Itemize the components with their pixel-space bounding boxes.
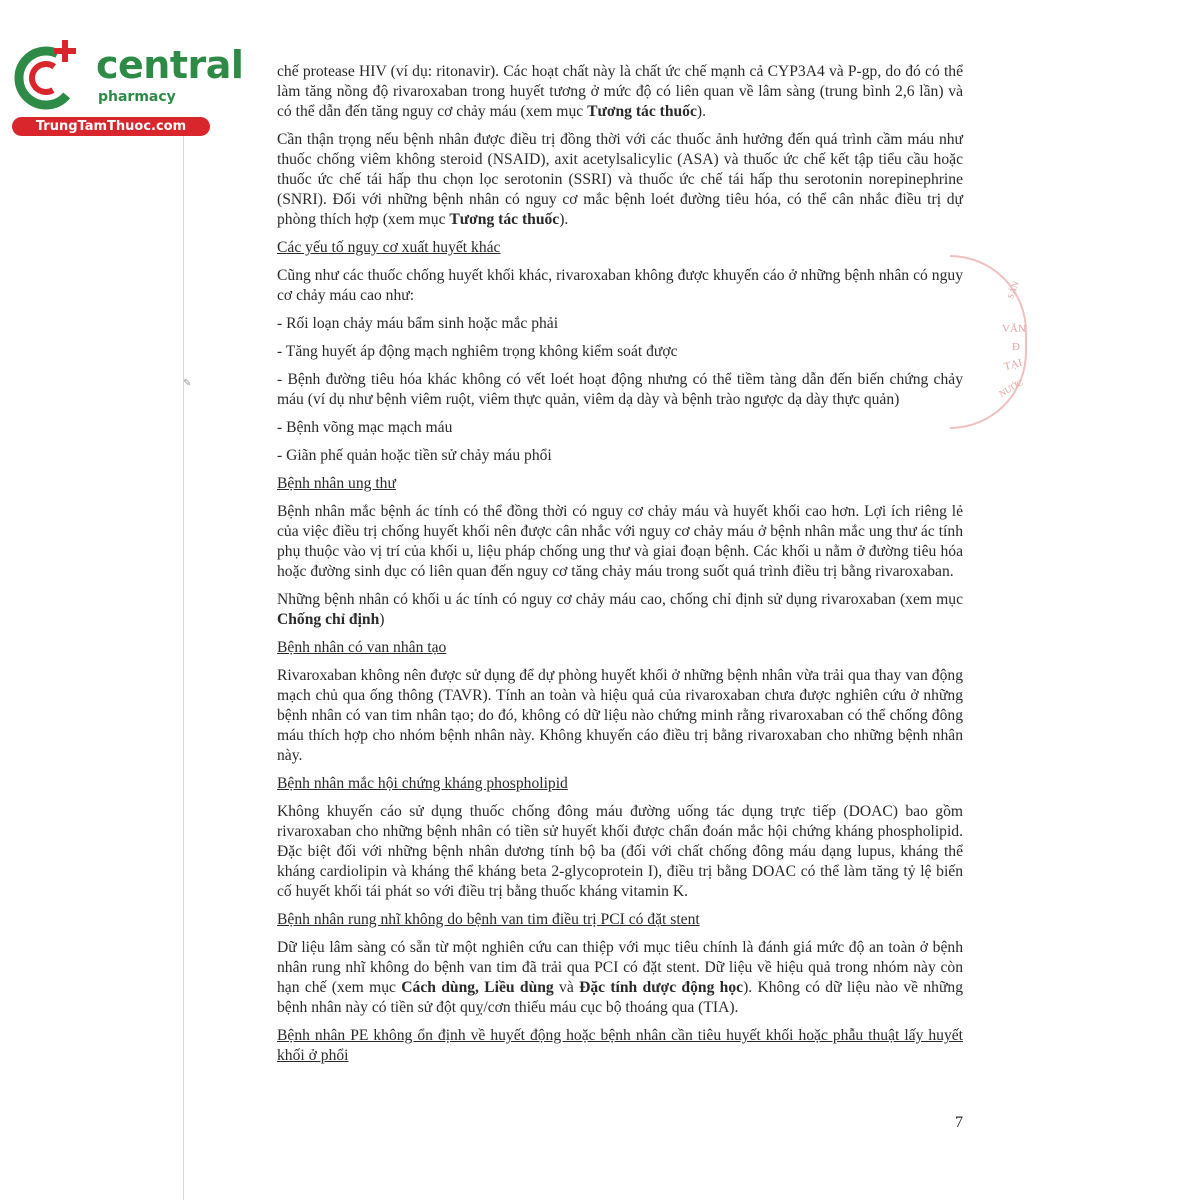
bold-reference: Cách dùng, Liều dùng: [401, 979, 554, 996]
body-paragraph: [277, 370, 963, 410]
body-paragraph: [277, 590, 963, 630]
body-paragraph: [277, 62, 963, 122]
text-run: - Tăng huyết áp động mạch nghiêm trọng không kiểm soát được: [277, 343, 678, 360]
text-run: Không khuyến cáo sử dụng thuốc chống đông máu đường uống tác dụng trực tiếp (DOAC) bao gồm rivaroxaban cho những bệnh nhân có tiền sử huyết khối được chẩn đoán mắc hội chứng kháng phospholipid. Đặc biệt đối với những bệnh nhân dương tính bộ ba (đối với chất chống đông máu dạng lupus, kháng thể kháng cardiolipin và kháng thể kháng beta 2-glycoprotein I), điều trị bằng DOAC có thể làm tăng tỷ lệ biến cố huyết khối tái phát so với điều trị bằng thuốc kháng vitamin K.: [277, 803, 963, 900]
text-run: - Bệnh võng mạc mạch máu: [277, 419, 453, 436]
text-run: ). Không có dữ liệu nào về những bệnh nhân này có tiền sử đột quỵ/cơn thiếu máu cục bộ thoáng qua (TIA).: [277, 979, 964, 1016]
page-number: 7: [955, 1114, 963, 1131]
body-paragraph: [277, 418, 963, 438]
section-heading: Bệnh nhân PE không ổn định về huyết động hoặc bệnh nhân cần tiêu huyết khối hoặc phẫu thuật lấy huyết khối ở phổi: [277, 1027, 963, 1064]
stamp-text: VĂN: [1002, 323, 1026, 335]
text-run: Cần thận trọng nếu bệnh nhân được điều trị đồng thời với các thuốc ảnh hưởng đến quá trình cầm máu như thuốc chống viêm không steroid (NSAID), axit acetylsalicylic (ASA) và thuốc ức chế kết tập tiểu cầu hoặc thuốc ức chế tái hấp thu chọn lọc serotonin (SSRI) và thuốc ức chế tái hấp thu serotonin norepinephrine (SNRI). Đối với những bệnh nhân có nguy cơ mắc bệnh loét đường tiêu hóa, có thể cân nhắc điều trị dự phòng thích hợp (xem mục: [277, 131, 963, 228]
text-run: Bệnh nhân mắc bệnh ác tính có thể đồng thời có nguy cơ chảy máu và huyết khối cao hơn. Lợi ích riêng lẻ của việc điều trị chống huyết khối nên được cân nhắc với nguy cơ chảy máu ở bệnh nhân mắc ung thư ác tính phụ thuộc vào vị trí của khối u, liệu pháp chống ung thư và giai đoạn bệnh. Các khối u nằm ở đường tiêu hóa hoặc đường sinh dục có liên quan đến nguy cơ tăng chảy máu trong suốt quá trình điều trị bằng rivaroxaban.: [277, 503, 963, 580]
text-run: - Bệnh đường tiêu hóa khác không có vết loét hoạt động nhưng có thể tiềm tàng dẫn đến biến chứng chảy máu (ví dụ như bệnh viêm ruột, viêm thực quản, viêm dạ dày và bệnh trào ngược dạ dày thực quản): [277, 371, 963, 408]
text-run: Cũng như các thuốc chống huyết khối khác, rivaroxaban không được khuyến cáo ở những bệnh nhân có nguy cơ chảy máu cao như:: [277, 267, 963, 304]
pharmacy-cross-icon: [10, 38, 90, 118]
page-binding-line: [183, 130, 184, 1200]
body-paragraph: [277, 314, 963, 334]
section-heading: Bệnh nhân mắc hội chứng kháng phospholipid: [277, 775, 568, 792]
body-paragraph: [277, 130, 963, 230]
text-run: ).: [559, 211, 569, 228]
central-pharmacy-logo[interactable]: [10, 38, 244, 138]
scan-speck: ✎: [183, 378, 192, 389]
section-heading: Bệnh nhân ung thư: [277, 475, 396, 492]
document-body: [277, 62, 963, 1074]
body-paragraph: [277, 446, 963, 466]
bold-reference: Chống chỉ định: [277, 611, 380, 628]
body-paragraph: [277, 266, 963, 306]
section-heading: Bệnh nhân rung nhĩ không do bệnh van tim điều trị PCI có đặt stent: [277, 911, 700, 928]
body-paragraph: [277, 342, 963, 362]
stamp-text: Đ: [1012, 341, 1020, 353]
text-run: và: [553, 979, 580, 996]
text-run: chế protease HIV (ví dụ: ritonavir). Các hoạt chất này là chất ức chế mạnh cả CYP3A4 và P-gp, do đó có thể làm tăng nồng độ rivaroxaban trong huyết tương ở mức độ có liên quan về lâm sàng (trung bình 2,6 lần) và có thể dẫn đến tăng nguy cơ chảy máu (xem mục: [277, 63, 963, 120]
body-paragraph: [277, 502, 963, 582]
logo-brand-text: central: [96, 43, 244, 87]
logo-website-badge[interactable]: TrungTamThuoc.com: [12, 117, 210, 136]
body-paragraph: [277, 666, 963, 766]
section-heading: Bệnh nhân có van nhân tạo: [277, 639, 447, 656]
text-run: ): [379, 611, 385, 628]
official-stamp-fragment: [990, 255, 1030, 430]
text-run: - Rối loạn chảy máu bẩm sinh hoặc mắc phải: [277, 315, 559, 332]
body-paragraph: [277, 802, 963, 902]
section-heading: Các yếu tố nguy cơ xuất huyết khác: [277, 239, 501, 256]
text-run: Dữ liệu lâm sàng có sẵn từ một nghiên cứu can thiệp với mục tiêu chính là đánh giá mức độ an toàn ở bệnh nhân rung nhĩ không do bệnh van tim đã trải qua PCI có đặt stent. Dữ liệu về hiệu quả trong nhóm này còn hạn chế (xem mục: [277, 939, 963, 996]
text-run: ).: [696, 103, 706, 120]
bold-reference: Đặc tính dược động học: [579, 979, 744, 996]
text-run: Những bệnh nhân có khối u ác tính có nguy cơ chảy máu cao, chống chỉ định sử dụng rivaroxaban (xem mục: [277, 591, 963, 608]
logo-sub-text: pharmacy: [98, 89, 176, 105]
body-paragraph: [277, 938, 963, 1018]
bold-reference: Tương tác thuốc: [449, 211, 560, 228]
stamp-text: NƯỚC: [997, 377, 1025, 399]
stamp-text: SẢN: [1005, 279, 1021, 301]
bold-reference: Tương tác thuốc: [587, 103, 697, 120]
stamp-text: TẠI: [1002, 356, 1024, 374]
text-run: - Giãn phế quản hoặc tiền sử chảy máu phổi: [277, 447, 552, 464]
text-run: Rivaroxaban không nên được sử dụng để dự phòng huyết khối ở những bệnh nhân vừa trải qua thay van động mạch chủ qua ống thông (TAVR). Tính an toàn và hiệu quả của rivaroxaban chưa được nghiên cứu ở những bệnh nhân có van tim nhân tạo; do đó, không có dữ liệu nào chứng minh rằng rivaroxaban có thể chống đông máu thích hợp cho nhóm bệnh nhân này. Không khuyến cáo điều trị bằng rivaroxaban cho những bệnh nhân này.: [277, 667, 963, 764]
